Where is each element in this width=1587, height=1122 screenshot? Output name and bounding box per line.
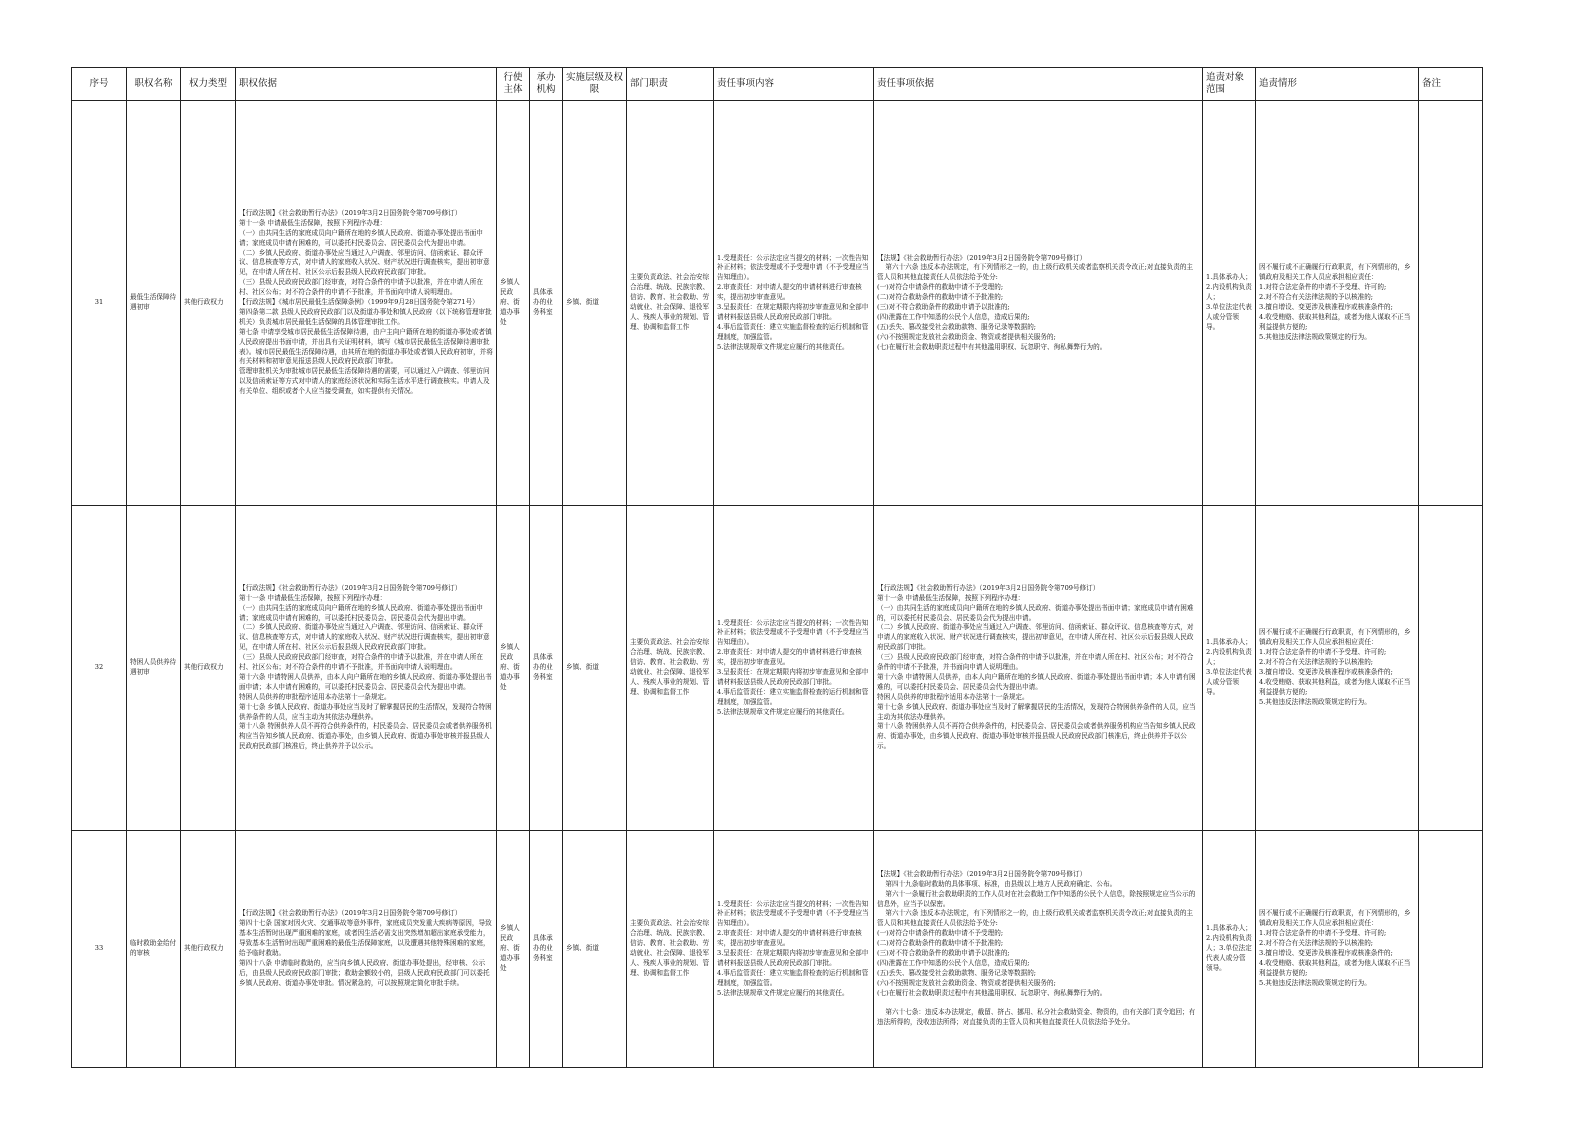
header-subject: 行使主体 bbox=[497, 68, 530, 101]
cell-org: 具体承办的业务科室 bbox=[530, 831, 563, 1068]
cell-level: 乡镇、街道 bbox=[563, 101, 627, 506]
cell-subject: 乡镇人民政府、街道办事处 bbox=[497, 506, 530, 831]
cell-resp-basis bbox=[874, 831, 1203, 1068]
responsibility-table bbox=[71, 67, 1483, 1068]
cell-type: 其他行政权力 bbox=[181, 831, 236, 1068]
cell-seq: 32 bbox=[72, 506, 127, 831]
content-text: 1.受理责任：公示法定应当提交的材料；一次性告知补正材料；依法受理或不予受理申请（不予受理应当告知理由）。 2.审查责任：对申请人提交的申请材料进行审查核实，提出初步审查意见。 3.呈报责任：在规定期限内将初步审查意见和全部申请材料报送县级人民政府民政部门审批。 4.事后监管责任：建立实施监督检查的运行机制和管理制度，加强监管。 5.法律法规规章文件规定应履行的其他责任。 bbox=[717, 618, 869, 716]
cell-duty bbox=[627, 506, 714, 831]
table-header-row bbox=[72, 68, 1483, 101]
cell-duty bbox=[627, 831, 714, 1068]
cell-subject: 乡镇人民政府、街道办事处 bbox=[497, 101, 530, 506]
cell-scope bbox=[1203, 101, 1256, 506]
cell-duty bbox=[627, 101, 714, 506]
content-text: 1.受理责任：公示法定应当提交的材料；一次性告知补正材料；依法受理或不予受理申请（不予受理应当告知理由）。 2.审查责任：对申请人提交的申请材料进行审查核实，提出初步审查意见。 3.呈报责任：在规定期限内将初步审查意见和全部申请材料报送县级人民政府民政部门审批。 4.事后监管责任：建立实施监督检查的运行机制和管理制度，加强监管。 5.法律法规规章文件规定应履行的其他责任。 bbox=[717, 899, 869, 997]
cell-level: 乡镇、街道 bbox=[563, 831, 627, 1068]
cell-content bbox=[714, 506, 874, 831]
scope-text: 1.具体承办人； 2.内设机构负责人； 3.单位法定代表人或分管领导。 bbox=[1206, 273, 1252, 331]
table-row bbox=[72, 101, 1483, 506]
cell-resp-basis bbox=[874, 506, 1203, 831]
cell-scope bbox=[1203, 506, 1256, 831]
resp-basis-text: 【法规】《社会救助暂行办法》（2019年3月2日国务院令第709号修订） 第六十六条 违反本办法规定，有下列情形之一的，由上级行政机关或者监察机关责令改正;对直接负责的主管人员和其他直接责任人员依法给予处分: (一)对符合申请条件的救助申请不予受理的; (二)对符合救助条件的救助申请不予批准的; (三)对不符合救助条件的救助申请予以批准的; (四)泄露在工作中知悉的公民个人信息，造成后果的; (五)丢失、篡改接受社会救助款物、服务记录等数据的; (六)不按照规定发放社会救助资金、物资或者提供相关服务的; (七)在履行社会救助职责过程中有其他滥用职权、玩忽职守、徇私舞弊行为的。 bbox=[877, 253, 1194, 351]
cell-basis bbox=[236, 506, 497, 831]
cell-cases bbox=[1256, 506, 1419, 831]
header-duty: 部门职责 bbox=[627, 68, 714, 101]
basis-text: 【行政法规】《社会救助暂行办法》（2019年3月2日国务院令第709号修订） 第十一条 申请最低生活保障，按照下列程序办理： （一）由共同生活的家庭成员向户籍所在地的乡镇人民政府、街道办事处提出书面申请；家庭成员申请有困难的，可以委托村民委员会、居民委员会代为提出申请。 （二）乡镇人民政府、街道办事处应当通过入户调查、邻里访问、信函索证、群众评议、信息核查等方式，对申请人的家庭收入状况、财产状况进行调查核实，提出初审意见，在申请人所在村、社区公示后报县级人民政府民政部门审批。 （三）县级人民政府民政部门经审查，对符合条件的申请予以批准，并在申请人所在村、社区公布；对不符合条件的申请不予批准，并书面向申请人说明理由。 【行政法规】《城市居民最低生活保障条例》（1999年9月28日国务院令第271号） 第四条第二款 县级人民政府民政部门以及街道办事处和镇人民政府（以下统称管理审批机关）负责城市居民最低生活保障的具体管理审批工作。 第七条 申请享受城市居民最低生活保障待遇，由户主向户籍所在地的街道办事处或者镇人民政府提出书面申请，并出具有关证明材料，填写《城市居民最低生活保障待遇审批表》。城市居民最低生活保障待遇，由其所在地的街道办事处或者镇人民政府初审，并将有关材料和初审意见报送县级人民政府民政部门审批。 管理审批机关为审批城市居民最低生活保障待遇的需要，可以通过入户调查、邻里访问以及信函索证等方式对申请人的家庭经济状况和实际生活水平进行调查核实。申请人及有关单位、组织或者个人应当接受调查，如实提供有关情况。 bbox=[239, 209, 493, 396]
header-name: 职权名称 bbox=[127, 68, 181, 101]
duty-dept-text: 主要负责政法、社会治安综合治理、统战、民族宗教、信访、教育、社会救助、劳动就业、社会保障、退役军人、残疾人事业的规划、管理、协调和监督工作 bbox=[630, 919, 710, 977]
cases-text: 因不履行或不正确履行行政职责，有下列情形的，乡镇政府及相关工作人员应承担相应责任： 1.对符合法定条件的申请不予受理、许可的; 2.对不符合有关法律法规的予以核准的; 3.擅自增设、变更涉及核准程序或核准条件的; 4.收受贿赂、获取其他利益，或者为他人谋取不正当利益提供方便的; 5.其他违反法律法规政策规定的行为。 bbox=[1259, 263, 1411, 341]
header-org: 承办机构 bbox=[530, 68, 563, 101]
cell-remark bbox=[1419, 101, 1483, 506]
cell-cases bbox=[1256, 101, 1419, 506]
cell-seq: 31 bbox=[72, 101, 127, 506]
header-seq: 序号 bbox=[72, 68, 127, 101]
cell-content bbox=[714, 101, 874, 506]
header-scope: 追责对象范围 bbox=[1203, 68, 1256, 101]
cases-text: 因不履行或不正确履行行政职责，有下列情形的，乡镇政府及相关工作人员应承担相应责任： 1.对符合法定条件的申请不予受理、许可的; 2.对不符合有关法律法规的予以核准的; 3.擅自增设、变更涉及核准程序或核准条件的; 4.收受贿赂、获取其他利益，或者为他人谋取不正当利益提供方便的; 5.其他违反法律法规政策规定的行为。 bbox=[1259, 909, 1411, 987]
basis-text: 【行政法规】《社会救助暂行办法》（2019年3月2日国务院令第709号修订） 第四十七条 国家对因火灾、交通事故等意外事件，家庭成员突发重大疾病等原因，导致基本生活暂时出现严重困难的家庭，或者因生活必需支出突然增加超出家庭承受能力，导致基本生活暂时出现严重困难的最低生活保障家庭，以及遭遇其他特殊困难的家庭，给予临时救助。 第四十八条 申请临时救助的，应当向乡镇人民政府、街道办事处提出，经审核、公示后，由县级人民政府民政部门审批；救助金额较小的，县级人民政府民政部门可以委托乡镇人民政府、街道办事处审批。情况紧急的，可以按照规定简化审批手续。 bbox=[239, 909, 492, 987]
cell-name: 特困人员供养待遇初审 bbox=[127, 506, 181, 831]
cell-resp-basis bbox=[874, 101, 1203, 506]
cell-basis bbox=[236, 831, 497, 1068]
cell-remark bbox=[1419, 506, 1483, 831]
resp-basis-text: 【行政法规】《社会救助暂行办法》（2019年3月2日国务院令第709号修订） 第十一条 申请最低生活保障，按照下列程序办理： （一）由共同生活的家庭成员向户籍所在地的乡镇人民政府、街道办事处提出书面申请；家庭成员申请有困难的，可以委托村民委员会、居民委员会代为提出申请。 （二）乡镇人民政府、街道办事处应当通过入户调查、邻里访问、信函索证、群众评议、信息核查等方式，对申请人的家庭收入状况、财产状况进行调查核实，提出初审意见，在申请人所在村、社区公示后报县级人民政府民政部门审批。 （三）县级人民政府民政部门经审查，对符合条件的申请予以批准，并在申请人所在村、社区公布；对不符合条件的申请不予批准，并书面向申请人说明理由。 第十六条 申请特困人员供养，由本人向户籍所在地的乡镇人民政府、街道办事处提出书面申请；本人申请有困难的，可以委托村民委员会、居民委员会代为提出申请。 特困人员供养的审批程序适用本办法第十一条规定。 第十七条 乡镇人民政府、街道办事处应当及时了解掌握居民的生活情况，发现符合特困供养条件的人员，应当主动为其依法办理供养。 第十八条 特困供养人员不再符合供养条件的，村民委员会、居民委员会或者供养服务机构应当告知乡镇人民政府、街道办事处，由乡镇人民政府、街道办事处审核并报县级人民政府民政部门核准后，终止供养并予以公示。 bbox=[877, 583, 1196, 751]
cell-level: 乡镇、街道 bbox=[563, 506, 627, 831]
cell-seq: 33 bbox=[72, 831, 127, 1068]
table-row bbox=[72, 831, 1483, 1068]
scope-text: 1.具体承办人； 2.内设机构负责人； 3.单位法定代表人或分管领导。 bbox=[1206, 638, 1252, 696]
header-type: 权力类型 bbox=[181, 68, 236, 101]
cell-basis bbox=[236, 101, 497, 506]
header-level: 实施层级及权限 bbox=[563, 68, 627, 101]
cell-remark bbox=[1419, 831, 1483, 1068]
resp-basis-text: 【法规】《社会救助暂行办法》（2019年3月2日国务院令第709号修订） 第四十九条临时救助的具体事项、标准，由县级以上地方人民政府确定、公布。 第六十一条履行社会救助职责的工作人员对在社会救助工作中知悉的公民个人信息，除按照规定应当公示的信息外，应当予以保密。 第六十六条 违反本办法规定，有下列情形之一的，由上级行政机关或者监察机关责令改正;对直接负责的主管人员和其他直接责任人员依法给予处分: (一)对符合申请条件的救助申请不予受理的; (二)对符合救助条件的救助申请不予批准的; (三)对不符合救助条件的救助申请予以批准的; (四)泄露在工作中知悉的公民个人信息，造成后果的; (五)丢失、篡改接受社会救助款物、服务记录等数据的; (六)不按照规定发放社会救助资金、物资或者提供相关服务的; (七)在履行社会救助职责过程中有其他滥用职权、玩忽职守、徇私舞弊行为的。 第六十七条：违反本办法规定，截留、挤占、挪用、私分社会救助资金、物资的，由有关部门责令追回；有违法所得的，没收违法所得；对直接负责的主管人员和其他直接责任人员依法给予处分。 bbox=[877, 869, 1196, 1027]
header-content: 责任事项内容 bbox=[714, 68, 874, 101]
cell-content bbox=[714, 831, 874, 1068]
scope-text: 1.具体承办人； 2.内设机构负责人；3.单位法定代表人或分管领导。 bbox=[1206, 924, 1252, 972]
cell-org: 具体承办的业务科室 bbox=[530, 101, 563, 506]
cell-name: 临时救助金给付的审核 bbox=[127, 831, 181, 1068]
header-resp-basis: 责任事项依据 bbox=[874, 68, 1203, 101]
header-basis: 职权依据 bbox=[236, 68, 497, 101]
cell-name: 最低生活保障待遇初审 bbox=[127, 101, 181, 506]
table-row bbox=[72, 506, 1483, 831]
duty-dept-text: 主要负责政法、社会治安综合治理、统战、民族宗教、信访、教育、社会救助、劳动就业、社会保障、退役军人、残疾人事业的规划、管理、协调和监督工作 bbox=[630, 638, 710, 696]
cell-type: 其他行政权力 bbox=[181, 506, 236, 831]
cell-type: 其他行政权力 bbox=[181, 101, 236, 506]
cell-org: 具体承办的业务科室 bbox=[530, 506, 563, 831]
cell-subject: 乡镇人民政府、街道办事处 bbox=[497, 831, 530, 1068]
cell-scope bbox=[1203, 831, 1256, 1068]
content-text: 1.受理责任：公示法定应当提交的材料；一次性告知补正材料；依法受理或不予受理申请（不予受理应当告知理由）。 2.审查责任：对申请人提交的申请材料进行审查核实，提出初步审查意见。 3.呈报责任：在规定期限内将初步审查意见和全部申请材料报送县级人民政府民政部门审批。 4.事后监管责任：建立实施监督检查的运行机制和管理制度，加强监管。 5.法律法规规章文件规定应履行的其他责任。 bbox=[717, 253, 869, 351]
duty-dept-text: 主要负责政法、社会治安综合治理、统战、民族宗教、信访、教育、社会救助、劳动就业、社会保障、退役军人、残疾人事业的规划、管理、协调和监督工作 bbox=[630, 273, 710, 331]
header-remark: 备注 bbox=[1419, 68, 1483, 101]
cell-cases bbox=[1256, 831, 1419, 1068]
cases-text: 因不履行或不正确履行行政职责，有下列情形的，乡镇政府及相关工作人员应承担相应责任： 1.对符合法定条件的申请不予受理、许可的; 2.对不符合有关法律法规的予以核准的; 3.擅自增设、变更涉及核准程序或核准条件的; 4.收受贿赂、获取其他利益，或者为他人谋取不正当利益提供方便的; 5.其他违反法律法规政策规定的行为。 bbox=[1259, 628, 1411, 706]
basis-text: 【行政法规】《社会救助暂行办法》（2019年3月2日国务院令第709号修订） 第十一条 申请最低生活保障，按照下列程序办理： （一）由共同生活的家庭成员向户籍所在地的乡镇人民政府、街道办事处提出书面申请；家庭成员申请有困难的，可以委托村民委员会、居民委员会代为提出申请。 （二）乡镇人民政府、街道办事处应当通过入户调查、邻里访问、信函索证、群众评议、信息核查等方式，对申请人的家庭收入状况、财产状况进行调查核实，提出初审意见，在申请人所在村、社区公示后报县级人民政府民政部门审批。 （三）县级人民政府民政部门经审查，对符合条件的申请予以批准，并在申请人所在村、社区公布；对不符合条件的申请不予批准，并书面向申请人说明理由。 第十六条 申请特困人员供养，由本人向户籍所在地的乡镇人民政府、街道办事处提出书面申请；本人申请有困难的，可以委托村民委员会、居民委员会代为提出申请。 特困人员供养的审批程序适用本办法第十一条规定。 第十七条 乡镇人民政府、街道办事处应当及时了解掌握居民的生活情况，发现符合特困供养条件的人员，应当主动为其依法办理供养。 第十八条 特困供养人员不再符合供养条件的，村民委员会、居民委员会或者供养服务机构应当告知乡镇人民政府、街道办事处，由乡镇人民政府、街道办事处审核并报县级人民政府民政部门核准后，终止供养并予以公示。 bbox=[239, 583, 492, 751]
header-cases: 追责情形 bbox=[1256, 68, 1419, 101]
